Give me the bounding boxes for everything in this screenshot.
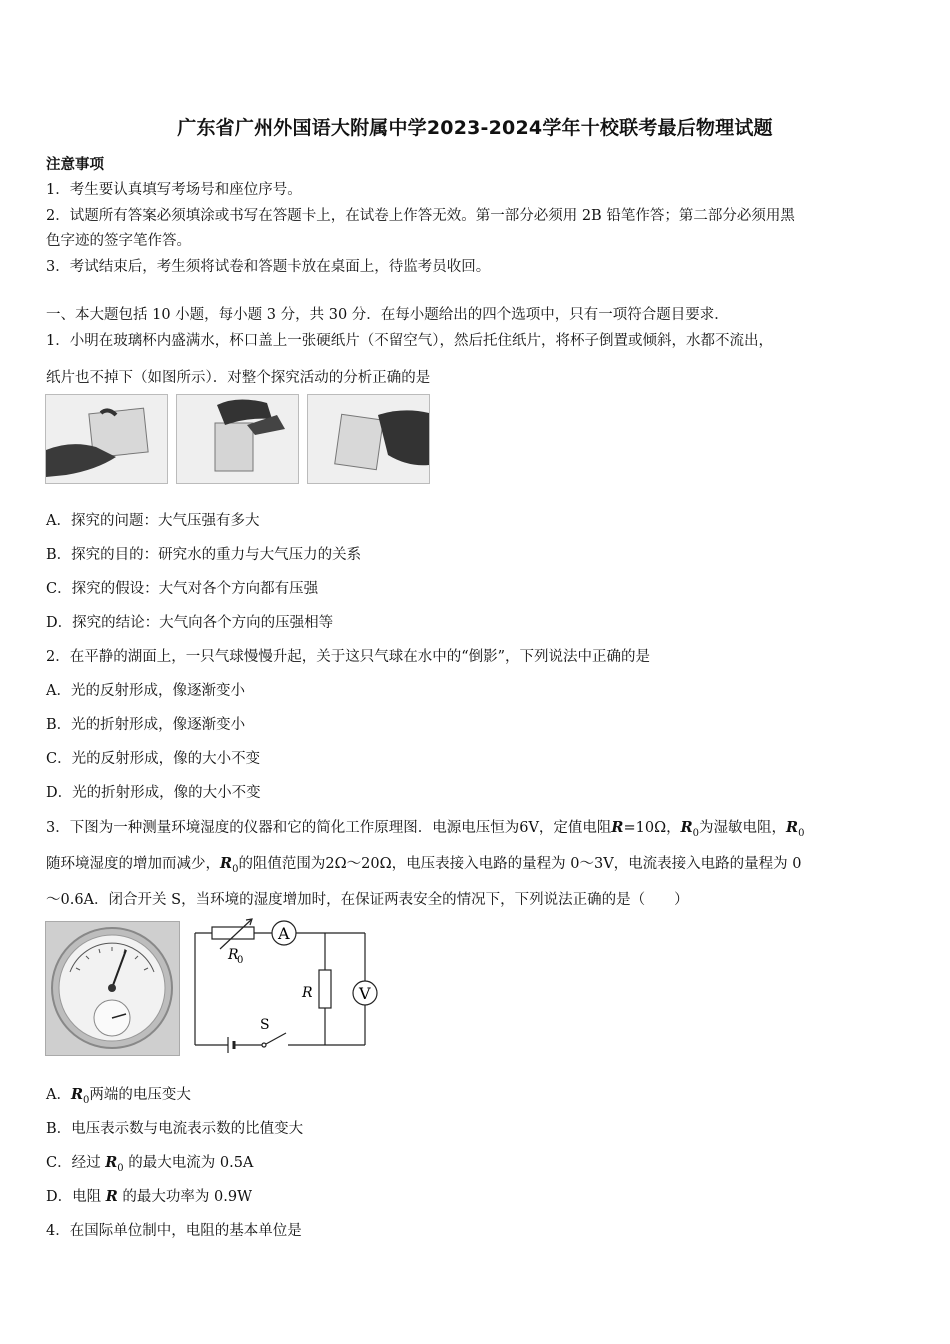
q3-option-a — [46, 1083, 191, 1106]
r0-label-sub: 0 — [237, 955, 244, 966]
q3-var-r0b: R — [786, 819, 799, 836]
q1-stem-line2: 纸片也不掉下（如图所示）．对整个探究活动的分析正确的是 — [46, 370, 431, 386]
q1-option-a: A．探究的问题：大气压强有多大 — [46, 513, 260, 529]
notice-item-1: 1．考生要认真填写考场号和座位序号。 — [46, 182, 302, 198]
cup-photo-1 — [46, 395, 167, 483]
r0-label: R — [228, 947, 239, 963]
q3-var-r0-sub: 0 — [692, 827, 700, 839]
q1-option-c: C．探究的假设：大气对各个方向都有压强 — [46, 581, 319, 597]
q3-stem-text-b: =10Ω， — [623, 820, 681, 836]
q2-option-c: C．光的反射形成，像的大小不变 — [46, 751, 261, 767]
section-1-header: 一、本大题包括 10 小题，每小题 3 分，共 30 分．在每小题给出的四个选项中，只有一项符合题目要求． — [46, 307, 729, 323]
q2-option-a: A．光的反射形成，像逐渐变小 — [46, 683, 245, 699]
q3-option-a-sub: 0 — [83, 1094, 90, 1106]
notice-item-3: 3．考试结束后，考生须将试卷和答题卡放在桌面上，待监考员收回。 — [46, 259, 491, 275]
q2-option-b: B．光的折射形成，像逐渐变小 — [46, 717, 246, 733]
q1-photo-3 — [307, 394, 430, 484]
q3-option-b: B．电压表示数与电流表示数的比值变大 — [46, 1121, 304, 1137]
switch-lever — [266, 1033, 286, 1044]
hygrometer-photo — [45, 921, 180, 1056]
notice-item-2-cont: 色字迹的签字笔作答。 — [46, 233, 191, 249]
q3-option-a-text: 两端的电压变大 — [89, 1087, 191, 1103]
q1-photo-2 — [176, 394, 299, 484]
notice-item-2: 2．试题所有答案必须填涂或书写在答题卡上，在试卷上作答无效。第一部分必须用 2B 铅笔作答；第二部分必须用黑 — [46, 208, 795, 224]
q3-stem-text-c: 为湿敏电阻， — [699, 820, 787, 836]
q3-var-r0c: R — [220, 855, 233, 872]
switch-label: S — [260, 1017, 270, 1033]
q3-var-r0: R — [680, 819, 693, 836]
q3-option-a-var: R — [70, 1086, 84, 1103]
q3-var-r0c-sub: 0 — [232, 863, 239, 875]
resistor-r — [319, 970, 331, 1008]
q3-option-d-prefix: D．电阻 — [46, 1189, 106, 1205]
q2-stem: 2．在平静的湖面上，一只气球慢慢升起，关于这只气球在水中的“倒影”，下列说法中正确的是 — [46, 649, 651, 665]
q3-stem-text-e: 的阻值范围为2Ω～20Ω，电压表接入电路的量程为 0～3V，电流表接入电路的量程为 0 — [238, 856, 802, 872]
notice-heading: 注意事项 — [46, 156, 104, 173]
q3-option-c — [46, 1151, 253, 1174]
q3-var-r: R — [611, 819, 624, 836]
q1-photo-1 — [45, 394, 168, 484]
voltmeter-label: V — [359, 984, 371, 1003]
q2-option-d: D．光的折射形成，像的大小不变 — [46, 785, 261, 801]
q3-option-d-var: R — [105, 1188, 118, 1205]
q1-stem-line1: 1．小明在玻璃杯内盛满水，杯口盖上一张硬纸片（不留空气），然后托住纸片，将杯子倒置或倾斜，水都不流出， — [46, 333, 773, 349]
q3-option-a-prefix: A． — [46, 1087, 71, 1103]
q4-stem: 4．在国际单位制中，电阻的基本单位是 — [46, 1223, 302, 1239]
q3-option-c-sub: 0 — [117, 1162, 124, 1174]
q3-option-c-prefix: C．经过 — [46, 1155, 106, 1171]
hygrometer-dial — [46, 922, 179, 1055]
cup-photo-2 — [177, 395, 298, 483]
variable-arrow — [220, 919, 252, 949]
cup-photo-3 — [308, 395, 429, 483]
q3-option-d-text: 的最大功率为 0.9W — [117, 1189, 252, 1205]
q3-stem-line1 — [46, 816, 804, 839]
q3-option-c-var: R — [105, 1154, 118, 1171]
q1-option-b: B．探究的目的：研究水的重力与大气压力的关系 — [46, 547, 362, 563]
switch-contact-left — [262, 1043, 266, 1047]
q3-option-d — [46, 1185, 252, 1206]
q3-stem-line3: ～0.6A．闭合开关 S，当环境的湿度增加时，在保证两表安全的情况下，下列说法正确的是（ ） — [46, 892, 689, 908]
page-title: 广东省广州外国语大附属中学2023-2024学年十校联考最后物理试题 — [177, 117, 773, 139]
q3-stem-text-d: 随环境湿度的增加而减少， — [46, 856, 220, 872]
r-label: R — [302, 985, 313, 1001]
q3-var-r0b-sub: 0 — [798, 827, 805, 839]
circuit-diagram — [190, 915, 390, 1060]
ammeter-label: A — [278, 924, 290, 943]
q3-option-c-text: 的最大电流为 0.5A — [123, 1155, 254, 1171]
q1-option-d: D．探究的结论：大气向各个方向的压强相等 — [46, 615, 334, 631]
q3-stem-line2 — [46, 852, 802, 875]
q3-stem-text-a: 3．下图为一种测量环境湿度的仪器和它的简化工作原理图．电源电压恒为6V，定值电阻 — [46, 820, 612, 836]
